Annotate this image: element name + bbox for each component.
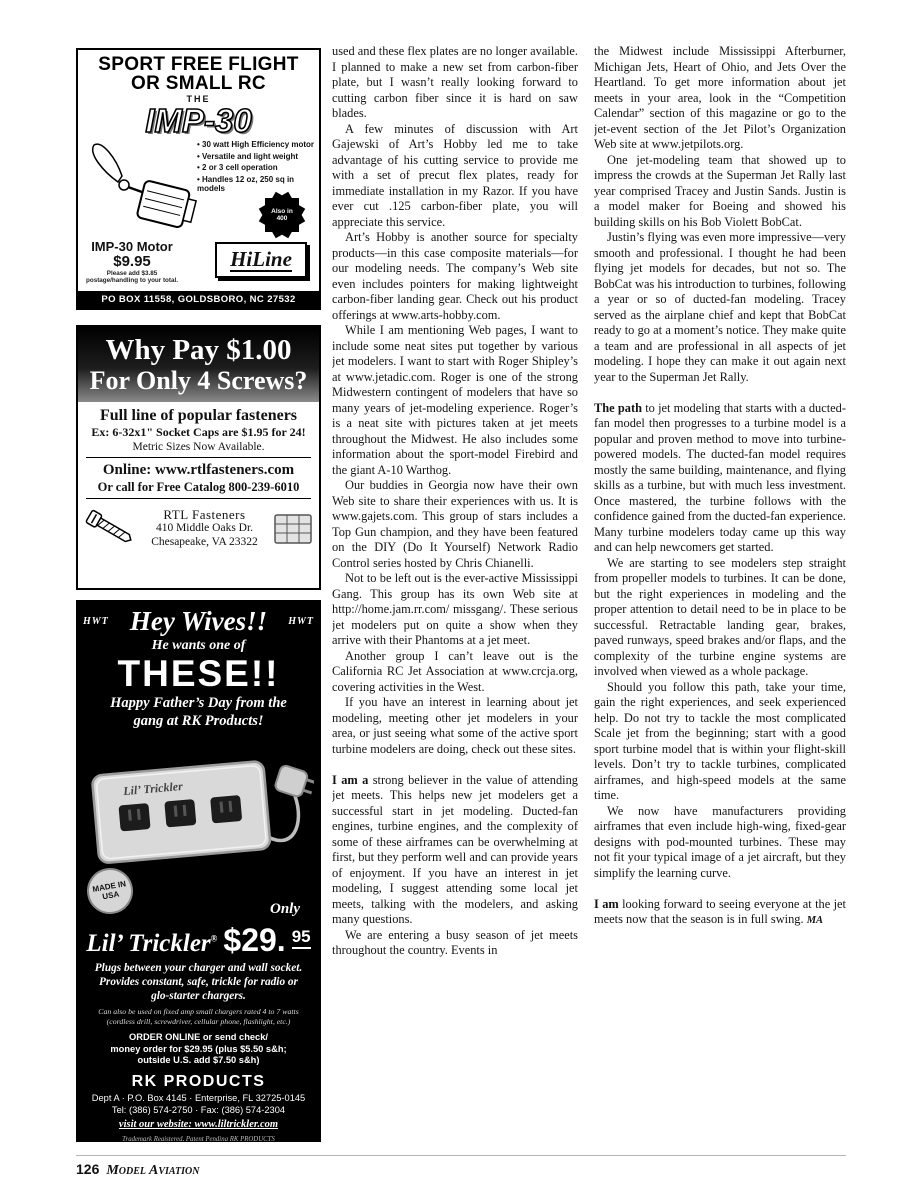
company-address: Dept A · P.O. Box 4145 · Enterprise, FL 32725-0145 bbox=[91, 1092, 306, 1103]
ad-tagline: Full line of popular fasteners bbox=[99, 407, 298, 424]
article-paragraph: We are starting to see modelers step straight from propeller models to turbines. It can be done, but the right experiences in modeling and the proper attention to detail need to be in place to be successful. Retractable landing gear, brakes, paved runways, speed brakes and/or flaps, and the complexity of the turbine engine systems are involved when viewed as a whole package. bbox=[594, 555, 846, 678]
ad-bullet: • 30 watt High Efficiency motor bbox=[197, 140, 315, 149]
article-paragraph: The path to jet modeling that starts with a ducted-fan model then progresses to a turbine model is a popular and proven method to move into turbine-powered models. The ducted-fan model requires mostly the same building, maintenance, and flying skills as a turbine, but with much less investment. Once mastered, the turbine follows with the confidence gained from the ducted-fan experience. Many turbine modelers today came up this way and can help newcomers get started. bbox=[594, 400, 846, 554]
page-footer bbox=[76, 1155, 846, 1179]
company-address: 410 Middle Oaks Dr. bbox=[155, 522, 254, 534]
made-in-usa-badge: MADE IN USA bbox=[83, 864, 136, 917]
price-note: Please add $3.85 bbox=[106, 270, 158, 277]
article-paragraph: While I am mentioning Web pages, I want to include some neat sites put together by various jet modelers. I want to start with Roger Shipley’s at www.jetadic.com. Roger is one of the strong Midwestern contingent of modelers that have so many years of jet-modeling experience. Roger’s is a neat site with pictures taken at jet meets throughout the Midwest. He also includes some information about the sport-model Firebird and the giant A-10 Warthog. bbox=[332, 323, 578, 477]
price-cents: 95 bbox=[292, 927, 311, 949]
magazine-name: Model Aviation bbox=[106, 1163, 200, 1178]
article-paragraph: A few minutes of discussion with Art Gajewski of Art’s Hobby led me to take advantage of his cutting service to provide me with a set of precut flex plates, ready for immediate installation in my Razor. If you have ever cut .125 carbon-fiber plate, you will appreciate this service. bbox=[332, 121, 578, 229]
ad-hiline-imp30 bbox=[76, 48, 321, 310]
ad-rtl-fasteners bbox=[76, 325, 321, 590]
product-label-on-device: Lil’ Trickler bbox=[122, 778, 184, 799]
ad-these-text: THESE!! bbox=[117, 653, 280, 694]
article-paragraph: Our buddies in Georgia now have their own Web site to share their experiences with us. It is www.gajets.com. This group of stars includes a Top Gun champion, and they have been featured on the DIY (Do It Yourself) Network Radio Control series hosted by Chris Chianelli. bbox=[332, 478, 578, 570]
fine-print: Can also be used on fixed amp small chargers rated 4 to 7 watts (cordless drill, screwdriver, cellular phone, flashlight, etc.) bbox=[98, 1007, 299, 1026]
only-label: Only bbox=[270, 901, 300, 917]
ad-bullet: • 2 or 3 cell operation bbox=[197, 163, 278, 172]
article-paragraph: the Midwest include Mississippi Afterburner, Michigan Jets, Heart of Ohio, and Jets Over the Heartland. To get more information about jet meets in your area, look in the “Competition Calendar” section of this magazine or go to the jet-event section of the Jet Pilot’s Organization Web site at www.jetpilots.org. bbox=[594, 44, 846, 151]
ad-metric-note: Metric Sizes Now Available. bbox=[132, 441, 265, 453]
page-number: 126 bbox=[76, 1161, 100, 1177]
ad-address-bar: PO BOX 11558, GOLDSBORO, NC 27532 bbox=[78, 291, 319, 308]
company-name: RK PRODUCTS bbox=[131, 1072, 266, 1090]
starburst-badge bbox=[261, 194, 303, 236]
ad-headline: Hey Wives!! bbox=[129, 606, 268, 636]
ad-headline-line2: For Only 4 Screws? bbox=[89, 366, 308, 395]
ad-top-row bbox=[83, 607, 314, 635]
article-paragraph: We are entering a busy season of jet meets throughout the country. Events in bbox=[332, 927, 578, 957]
hwt-label-left: HWT bbox=[83, 615, 109, 627]
parts-box-icon bbox=[273, 511, 313, 545]
ad-the-label: THE bbox=[186, 94, 211, 104]
price-note: postage/handling to your total. bbox=[86, 277, 179, 284]
ad-feature-bullets bbox=[197, 140, 315, 196]
article-column-2 bbox=[594, 44, 846, 1148]
legal-line: Trademark Registered, Patent Pending RK PRODUCTS bbox=[122, 1135, 275, 1142]
article-paragraph: I am a strong believer in the value of attending jet meets. This helps new jet modelers get a successful start in jet modeling. Ducted-fan engines, turbine engines, and the complexity of some of these airframes can be overwhelming at first, but they perform well and can provide years of enjoyment. If you have an interest in jet modeling, I suggest attending some local jet meets, talking with the modelers, and asking many questions. bbox=[332, 772, 578, 926]
divider bbox=[86, 457, 311, 458]
ad-headline-block bbox=[78, 327, 319, 402]
product-name: Lil’ Trickler® bbox=[86, 930, 218, 957]
article-paragraph: Not to be left out is the ever-active Mississippi Gang. This group has its own Web site at http://home.jam.rr.com/ missgang/. These serious jet modelers put on quite a show when they arrive with their Phantoms at a jet meet. bbox=[332, 571, 578, 647]
badge-text-line2: 400 bbox=[276, 215, 288, 222]
company-address: Chesapeake, VA 23322 bbox=[151, 535, 258, 548]
ad-website: Online: www.rtlfasteners.com bbox=[102, 462, 295, 478]
article-paragraph: If you have an interest in learning about jet modeling, meeting other jet modelers in your area, or just seeing what some of the active sport turbine modelers are doing, check out these sites. bbox=[332, 695, 578, 756]
ad-fathers-day-line2: gang at RK Products! bbox=[133, 713, 264, 729]
plug-icon bbox=[274, 764, 314, 800]
article-paragraph: Art’s Hobby is another source for specialty products—in this case composite materials—for our modeling needs. The company’s Web site even includes pointers for making lightweight carbon-fiber landing gear. Check out his product offerings at www.arts-hobby.com. bbox=[332, 230, 578, 322]
divider bbox=[86, 498, 311, 499]
ad-address-block bbox=[78, 502, 319, 554]
ad-fathers-day-line1: Happy Father’s Day from the bbox=[110, 695, 287, 711]
ad-title-line2: OR SMALL RC bbox=[131, 73, 266, 94]
article-paragraph: used and these flex plates are no longer available. I planned to make a new set from carbon-fiber plate, but I wasn’t really looking forward to cutting carbon fiber since it is hard on saw blades. bbox=[332, 44, 578, 120]
product-description: Plugs between your charger and wall socket. Provides constant, safe, trickle for radio or glo-starter chargers. bbox=[94, 962, 303, 1002]
article-paragraph: We now have manufacturers providing airframes that even include high-wing, fixed-gear designs with pod-mounted turbines. These may not fit your typical image of a jet aircraft, but they simplify the learning curve. bbox=[594, 803, 846, 880]
ad-subline: He wants one of bbox=[151, 638, 246, 653]
price-dollars: $29. bbox=[223, 922, 286, 958]
ads-column bbox=[76, 48, 321, 1142]
article-paragraph: Another group I can’t leave out is the California RC Jet Association at www.crcja.org, covering activities in the West. bbox=[332, 648, 578, 694]
ad-price-area bbox=[82, 238, 315, 296]
company-phone-fax: Tel: (386) 574-2750 · Fax: (386) 574-2304 bbox=[111, 1104, 286, 1115]
article-column-1 bbox=[332, 44, 578, 1148]
article-paragraph: I am looking forward to seeing everyone at the jet meets now that the season is in full swing. MA bbox=[594, 896, 846, 926]
ad-model-name: IMP-30 bbox=[145, 102, 252, 139]
article-paragraph: Should you follow this path, take your time, gain the right experiences, and seek experienced help. Do not try to tackle the most complicated Scale jet from the beginning; start with a good sport turbine model that is within your flight-skill levels. Don’t try to tackle turbines, complicated airframes, and high-speed models at the same time. bbox=[594, 679, 846, 802]
company-name: RTL Fasteners bbox=[163, 507, 246, 522]
product-photo bbox=[83, 734, 314, 922]
badge-text-line1: Also in bbox=[271, 207, 293, 215]
ad-headline-line1: Why Pay $1.00 bbox=[105, 334, 292, 366]
hwt-label-right: HWT bbox=[288, 615, 314, 627]
ad-title-line1: SPORT FREE FLIGHT bbox=[98, 54, 299, 75]
product-name: IMP-30 Motor bbox=[91, 239, 173, 254]
product-price: $9.95 bbox=[113, 253, 151, 270]
ad-rk-products bbox=[76, 600, 321, 1142]
article-paragraph: One jet-modeling team that showed up to impress the crowds at the Superman Jet Rally last year comprised Tracey and Justin Sands. Justin is a model maker for Boeing and showed his building skills on his Bob Violett BobCat. bbox=[594, 152, 846, 229]
article-paragraph: Justin’s flying was even more impressive—very smooth and professional. I thought he had been flying jet models for decades, but not so. The BobCat was his introduction to turbines, following a year or so of ducted-fan modeling. Tracey served as the airplane chief and kept that BobCat ready to go at a moment’s notice. They make quite a team and are professional in all aspects of jet modeling. I hope they can make it out again next year to the Superman Jet Rally. bbox=[594, 230, 846, 384]
ad-illustration-area bbox=[82, 138, 315, 238]
brand-name: HiLine bbox=[230, 247, 292, 271]
order-instructions: ORDER ONLINE or send check/ money order for $29.95 (plus $5.50 s&h; outside U.S. add $7.50 s&h) bbox=[110, 1032, 287, 1065]
ad-example-price: Ex: 6-32x1" Socket Caps are $1.95 for 24! bbox=[91, 425, 306, 439]
electric-motor-icon bbox=[82, 140, 202, 238]
company-website: visit our website: www.liltrickler.com bbox=[118, 1118, 279, 1130]
ad-bullet: • Handles 12 oz, 250 sq in models bbox=[197, 174, 295, 193]
product-price-line bbox=[83, 924, 314, 958]
registered-mark: ® bbox=[210, 933, 218, 944]
ad-phone: Or call for Free Catalog 800-239-6010 bbox=[97, 480, 300, 494]
screw-icon bbox=[84, 504, 136, 552]
ad-bullet: • Versatile and light weight bbox=[197, 151, 299, 161]
article-end-mark: MA bbox=[806, 915, 824, 926]
hiline-logo bbox=[215, 242, 307, 278]
